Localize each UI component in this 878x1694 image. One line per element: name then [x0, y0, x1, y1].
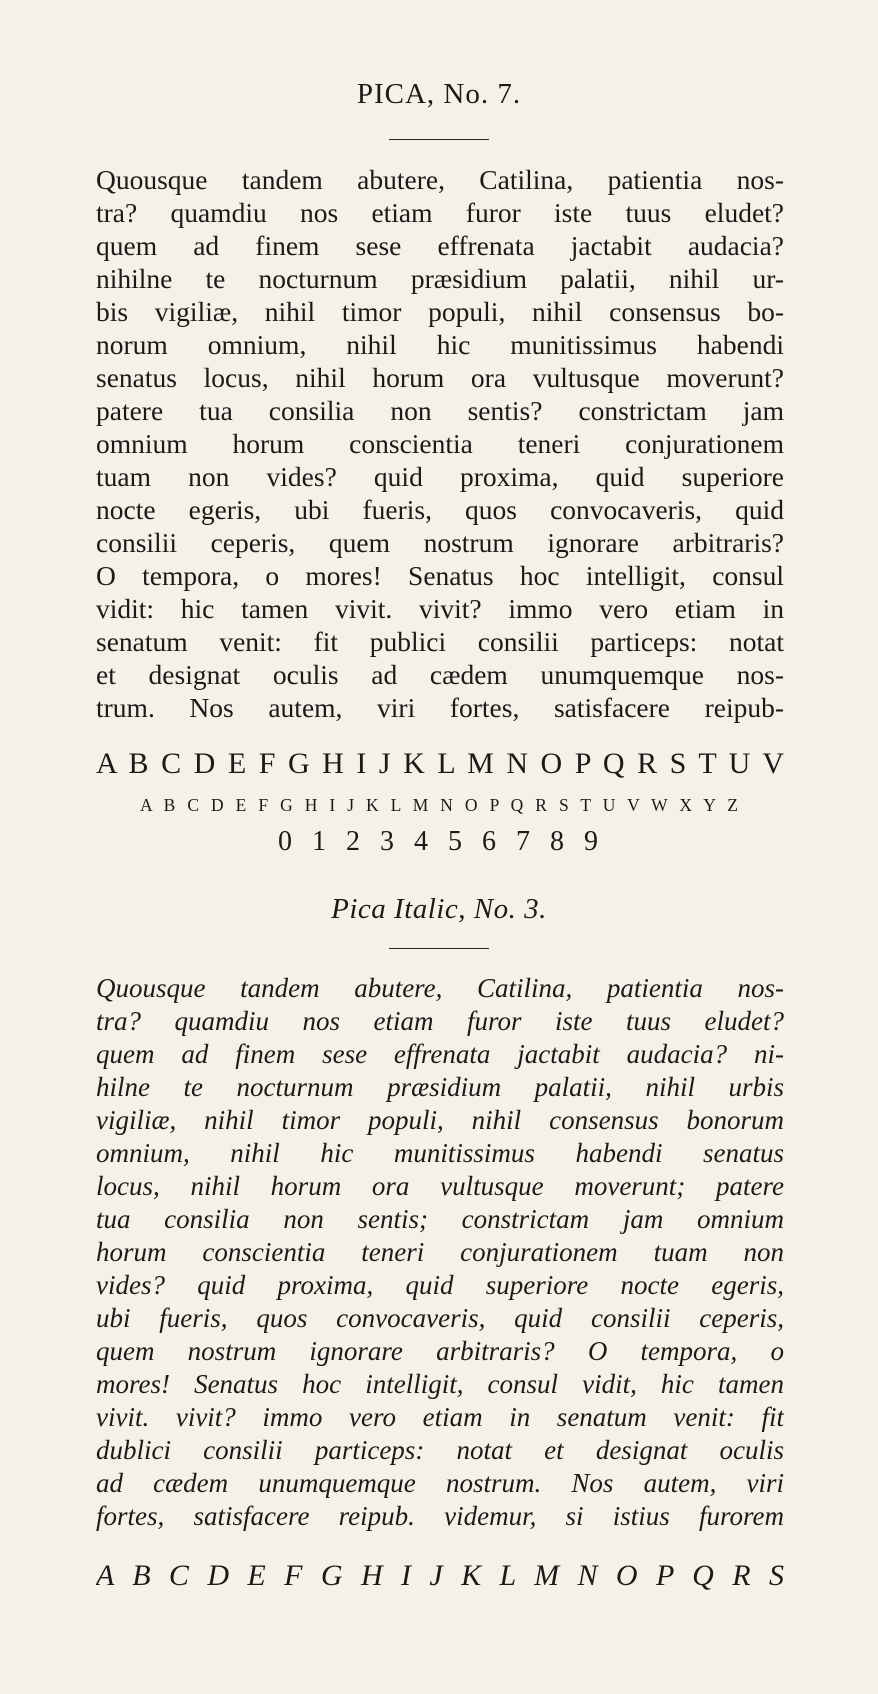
text-line: et designat oculis ad cædem unumquemque nos- — [96, 659, 784, 690]
text-line: quem ad finem sese effrenata jactabit audacia? — [96, 230, 784, 261]
title-rule-italic — [389, 948, 489, 949]
text-line: norum omnium, nihil hic munitissimus habendi — [96, 329, 784, 360]
text-line: vidit: hic tamen vivit. vivit? immo vero etiam in — [96, 593, 784, 624]
text-line: ad cædem unumquemque nostrum. Nos autem, viri — [96, 1468, 784, 1498]
text-line: nocte egeris, ubi fueris, quos convocaveris, quid — [96, 494, 784, 525]
text-line: quem nostrum ignorare arbitraris? O tempora, o — [96, 1336, 784, 1366]
italic-specimen-text — [96, 972, 784, 1533]
roman-small-capitals-alphabet: A B C D E F G H I J K L M N O P Q R S T U V W X Y Z — [140, 795, 738, 815]
text-line: bis vigiliæ, nihil timor populi, nihil consensus bo- — [96, 296, 784, 327]
text-line: tra? quamdiu nos etiam furor iste tuus eludet? — [96, 197, 784, 228]
text-line: horum conscientia teneri conjurationem tuam non — [96, 1237, 784, 1267]
text-line: tra? quamdiu nos etiam furor iste tuus eludet? — [96, 1006, 784, 1036]
text-line: dublici consilii particeps: notat et designat oculis — [96, 1435, 784, 1465]
text-line: quem ad finem sese effrenata jactabit audacia? ni- — [96, 1039, 784, 1069]
text-line: omnium, nihil hic munitissimus habendi senatus — [96, 1138, 784, 1168]
text-line: locus, nihil horum ora vultusque moverunt; patere — [96, 1171, 784, 1201]
text-line: mores! Senatus hoc intelligit, consul vidit, hic tamen — [96, 1369, 784, 1399]
text-line: fortes, satisfacere reipub. videmur, si istius furorem — [96, 1501, 784, 1531]
text-line: nihilne te nocturnum præsidium palatii, nihil ur- — [96, 263, 784, 294]
text-line: consilii ceperis, quem nostrum ignorare arbitraris? — [96, 527, 784, 558]
text-line: vigiliæ, nihil timor populi, nihil consensus bonorum — [96, 1105, 784, 1135]
text-line: Quousque tandem abutere, Catilina, patientia nos- — [96, 164, 784, 195]
title-rule-roman — [389, 139, 489, 140]
italic-capitals-alphabet: A B C D E F G H I J K L M N O P Q R S — [96, 1559, 784, 1592]
text-line: senatum venit: fit publici consilii particeps: notat — [96, 626, 784, 657]
text-line: tua consilia non sentis; constrictam jam omnium — [96, 1204, 784, 1234]
pica-italic-title: Pica Italic, No. 3. — [331, 893, 547, 925]
text-line: omnium horum conscientia teneri conjurationem — [96, 428, 784, 459]
text-line: trum. Nos autem, viri fortes, satisfacere reipub- — [96, 692, 784, 723]
text-line: senatus locus, nihil horum ora vultusque moverunt? — [96, 362, 784, 393]
text-line: vivit. vivit? immo vero etiam in senatum venit: fit — [96, 1402, 784, 1432]
text-line: patere tua consilia non sentis? constrictam jam — [96, 395, 784, 426]
text-line: vides? quid proxima, quid superiore nocte egeris, — [96, 1270, 784, 1300]
text-line: Quousque tandem abutere, Catilina, patientia nos- — [96, 973, 784, 1003]
pica-roman-title: PICA, No. 7. — [356, 78, 522, 110]
roman-specimen-text — [96, 163, 784, 724]
text-line: tuam non vides? quid proxima, quid superiore — [96, 461, 784, 492]
roman-capitals-alphabet: A B C D E F G H I J K L M N O P Q R S T U V — [96, 747, 784, 780]
text-line: hilne te nocturnum præsidium palatii, nihil urbis — [96, 1072, 784, 1102]
roman-figures: 0 1 2 3 4 5 6 7 8 9 — [278, 826, 598, 857]
text-line: O tempora, o mores! Senatus hoc intelligit, consul — [96, 560, 784, 591]
text-line: ubi fueris, quos convocaveris, quid consilii ceperis, — [96, 1303, 784, 1333]
